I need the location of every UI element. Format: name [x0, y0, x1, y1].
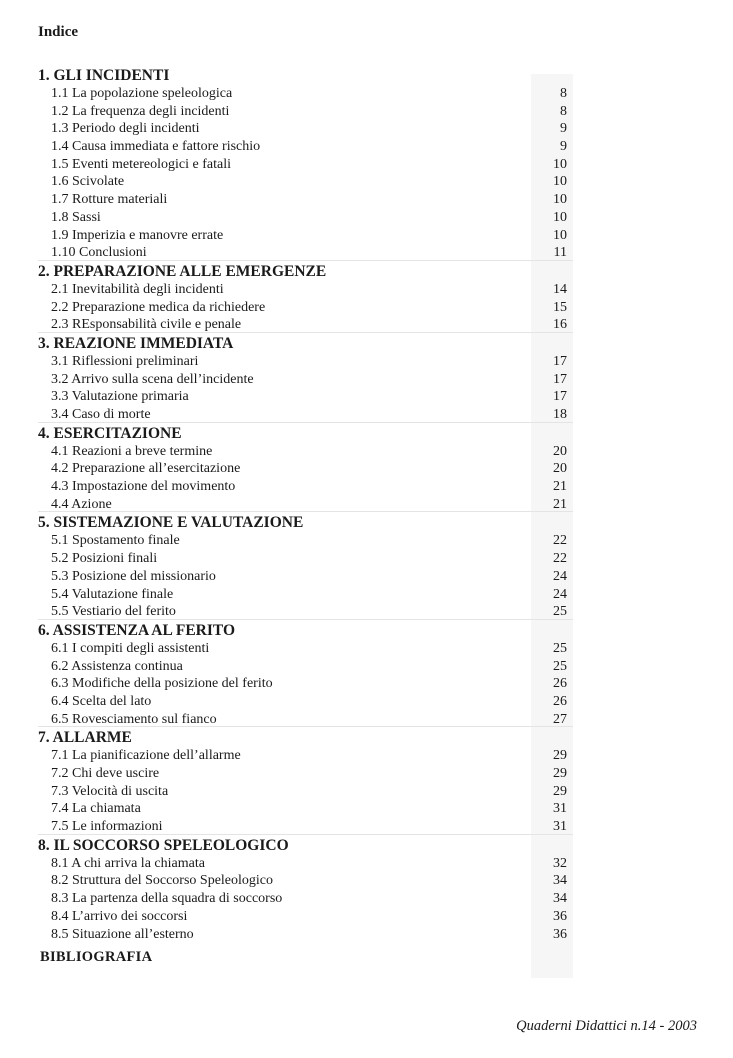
section-heading: 7. ALLARME	[38, 729, 132, 747]
toc-entry	[38, 406, 573, 424]
toc-entry-label: 8.1 A chi arriva la chiamata	[51, 855, 205, 871]
toc-entry-page: 20	[553, 461, 567, 477]
toc-entry-label: 1.9 Imperizia e manovre errate	[51, 227, 224, 243]
toc-entry-label: 2.1 Inevitabilità degli incidenti	[51, 281, 224, 297]
toc-entry-page: 24	[553, 568, 567, 584]
toc-entry-label: 4.3 Impostazione del movimento	[51, 479, 236, 495]
toc-entry-label: 4.4 Azione	[51, 496, 112, 512]
toc-entry-page: 10	[553, 209, 567, 225]
toc-entry	[38, 765, 573, 783]
toc-entry-label: 1.4 Causa immediata e fattore rischio	[51, 139, 261, 155]
toc-entry	[38, 103, 573, 121]
toc-entry-page: 15	[553, 299, 567, 315]
toc-entry-page: 10	[553, 174, 567, 190]
toc-entry-label: 6.5 Rovesciamento sul fianco	[51, 711, 217, 727]
toc-entry	[38, 783, 573, 801]
toc-entry-label: 3.2 Arrivo sulla scena dell’incidente	[51, 371, 254, 387]
toc-entry-label: 7.5 Le informazioni	[51, 819, 163, 835]
toc-entry	[38, 550, 573, 568]
section-heading: 2. PREPARAZIONE ALLE EMERGENZE	[38, 262, 327, 280]
toc-entry	[38, 156, 573, 174]
toc-entry-page: 29	[553, 748, 567, 764]
toc-entry-page: 36	[553, 908, 567, 924]
toc-entry-label: 3.3 Valutazione primaria	[51, 389, 189, 405]
toc-entry-page: 31	[553, 801, 567, 817]
toc-entry-page: 10	[553, 192, 567, 208]
toc-entry	[38, 299, 573, 317]
toc-section	[38, 621, 573, 728]
toc-entry	[38, 872, 573, 890]
toc-entry-label: 7.3 Velocità di uscita	[51, 783, 169, 799]
toc-entry-page: 25	[553, 640, 567, 656]
page-title: Indice	[38, 24, 79, 40]
toc-entry-label: 7.2 Chi deve uscire	[51, 766, 160, 781]
toc-entry-page: 24	[553, 586, 567, 602]
toc-entry-page: 10	[553, 227, 567, 243]
section-heading: 4. ESERCITAZIONE	[38, 424, 182, 442]
table-of-contents	[38, 66, 573, 967]
section-heading: 5. SISTEMAZIONE E VALUTAZIONE	[38, 514, 304, 532]
toc-entry-page: 34	[553, 873, 567, 889]
toc-entry-page: 17	[553, 353, 567, 369]
toc-entry	[38, 281, 573, 299]
toc-entry	[38, 532, 573, 550]
toc-entry	[38, 353, 573, 371]
toc-entry-label: 8.4 L’arrivo dei soccorsi	[51, 908, 188, 924]
toc-entry-page: 18	[553, 407, 567, 422]
toc-section	[38, 513, 573, 620]
toc-entry-page: 14	[553, 281, 567, 297]
toc-entry	[38, 586, 573, 604]
toc-entry	[38, 640, 573, 658]
toc-entry-page: 17	[553, 371, 567, 387]
toc-entry-label: 1.8 Sassi	[51, 209, 101, 225]
toc-entry-page: 22	[553, 533, 567, 549]
toc-entry-label: 6.1 I compiti degli assistenti	[51, 640, 210, 656]
toc-entry-label: 1.2 La frequenza degli incidenti	[51, 103, 230, 119]
toc-entry-label: 2.2 Preparazione medica da richiedere	[51, 299, 266, 315]
toc-entry	[38, 120, 573, 138]
toc-entry	[38, 693, 573, 711]
toc-entry-label: 8.2 Struttura del Soccorso Speleologico	[51, 873, 274, 889]
section-heading: 6. ASSISTENZA AL FERITO	[38, 621, 235, 639]
footer-publication: Quaderni Didattici n.14 - 2003	[516, 1018, 697, 1034]
section-heading: 3. REAZIONE IMMEDIATA	[38, 334, 234, 352]
section-heading: 8. IL SOCCORSO SPELEOLOGICO	[38, 836, 289, 854]
toc-entry	[38, 711, 573, 729]
section-heading: 1. GLI INCIDENTI	[38, 67, 170, 84]
toc-entry-page: 26	[553, 693, 567, 709]
toc-entry-page: 25	[553, 658, 567, 674]
toc-entry	[38, 85, 573, 103]
toc-entry-page: 8	[560, 86, 567, 101]
toc-entry	[38, 371, 573, 389]
toc-entry	[38, 603, 573, 621]
toc-entry-page: 20	[553, 443, 567, 459]
toc-entry-label: 1.1 La popolazione speleologica	[51, 86, 233, 101]
toc-section	[38, 66, 573, 262]
toc-entry	[38, 855, 573, 873]
toc-entry-page: 32	[553, 855, 567, 871]
toc-entry	[38, 443, 573, 461]
toc-entry-page: 29	[553, 783, 567, 799]
toc-entry-page: 21	[553, 496, 567, 512]
toc-entry-page: 26	[553, 676, 567, 692]
toc-entry-page: 8	[560, 103, 567, 119]
toc-section	[38, 836, 573, 943]
toc-entry	[38, 316, 573, 334]
toc-entry-label: 6.3 Modifiche della posizione del ferito	[51, 676, 273, 692]
toc-entry-label: 1.6 Scivolate	[51, 174, 125, 190]
toc-entry-label: 7.1 La pianificazione dell’allarme	[51, 748, 241, 764]
toc-entry	[38, 818, 573, 836]
toc-entry	[38, 478, 573, 496]
toc-entry-page: 31	[553, 819, 567, 835]
toc-section	[38, 424, 573, 514]
toc-entry-page: 17	[553, 389, 567, 405]
toc-entry-label: 1.3 Periodo degli incidenti	[51, 121, 200, 137]
toc-entry-page: 29	[553, 766, 567, 781]
toc-entry	[38, 926, 573, 944]
toc-entry	[38, 227, 573, 245]
toc-entry-label: 6.2 Assistenza continua	[51, 658, 183, 674]
toc-entry-page: 27	[553, 711, 567, 727]
toc-entry-label: 1.7 Rotture materiali	[51, 192, 168, 208]
toc-entry	[38, 568, 573, 586]
toc-entry	[38, 460, 573, 478]
toc-section	[38, 728, 573, 835]
toc-entry	[38, 209, 573, 227]
toc-entry-label: 4.1 Reazioni a breve termine	[51, 443, 213, 459]
toc-entry-label: 5.1 Spostamento finale	[51, 533, 180, 549]
toc-entry	[38, 890, 573, 908]
toc-entry	[38, 496, 573, 514]
toc-entry-page: 34	[553, 891, 567, 907]
toc-entry-label: 1.10 Conclusioni	[51, 245, 147, 261]
toc-entry-label: 5.4 Valutazione finale	[51, 586, 174, 602]
toc-entry	[38, 658, 573, 676]
toc-section	[38, 262, 573, 334]
toc-entry-page: 9	[560, 139, 567, 155]
toc-entry-label: 5.2 Posizioni finali	[51, 551, 158, 567]
toc-entry	[38, 388, 573, 406]
toc-entry-label: 2.3 REsponsabilità civile e penale	[51, 317, 242, 333]
toc-entry	[38, 675, 573, 693]
toc-entry	[38, 138, 573, 156]
toc-entry	[38, 244, 573, 262]
toc-entry-page: 25	[553, 604, 567, 620]
toc-entry-page: 22	[553, 551, 567, 567]
toc-entry-label: 8.5 Situazione all’esterno	[51, 926, 194, 942]
toc-entry-label: 3.4 Caso di morte	[51, 407, 151, 422]
toc-entry-page: 10	[553, 156, 567, 172]
toc-entry-page: 16	[553, 317, 567, 333]
toc-entry-label: 1.5 Eventi metereologici e fatali	[51, 156, 231, 172]
toc-section	[38, 334, 573, 424]
toc-entry-page: 21	[553, 479, 567, 495]
toc-entry-page: 36	[553, 926, 567, 942]
toc-entry-page: 9	[560, 121, 567, 137]
toc-entry	[38, 800, 573, 818]
bibliography-heading: BIBLIOGRAFIA	[40, 949, 153, 966]
toc-entry	[38, 173, 573, 191]
toc-entry	[38, 191, 573, 209]
toc-entry	[38, 908, 573, 926]
toc-entry	[38, 747, 573, 765]
toc-entry-label: 5.3 Posizione del missionario	[51, 568, 216, 584]
toc-entry-label: 8.3 La partenza della squadra di soccorso	[51, 891, 283, 907]
toc-entry-label: 6.4 Scelta del lato	[51, 693, 152, 709]
toc-entry-label: 3.1 Riflessioni preliminari	[51, 353, 199, 369]
toc-entry-label: 4.2 Preparazione all’esercitazione	[51, 461, 241, 477]
toc-entry-label: 7.4 La chiamata	[51, 801, 141, 817]
toc-entry-label: 5.5 Vestiario del ferito	[51, 604, 176, 620]
toc-entry-page: 11	[553, 245, 567, 261]
